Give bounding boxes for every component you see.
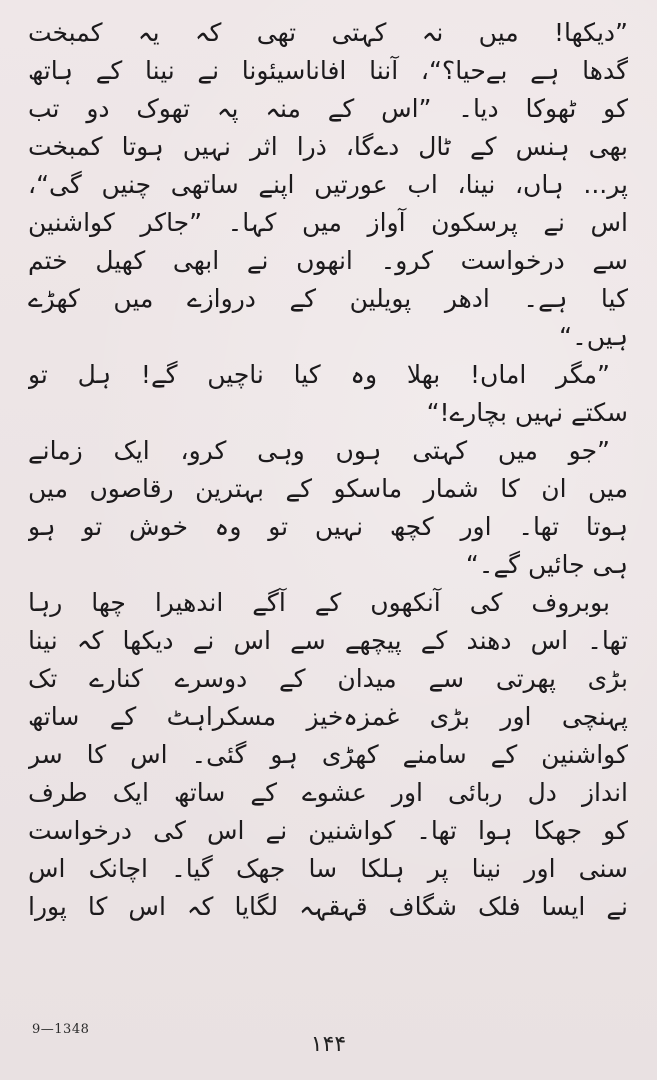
- text-line: پر... ہاں، نینا، اب عورتیں اپنے ساتھی چنیں گی“،: [28, 170, 628, 199]
- text-line: ”مگر اماں! بھلا وہ کیا ناچیں گے! ہل تو: [28, 360, 610, 389]
- text-line: کو جھکا ہوا تھا۔ کواشنین نے اس کی درخواست: [28, 816, 628, 845]
- text-line: کو ٹھوکا دیا۔ ”اس کے منہ پہ تھوک دو تب: [28, 94, 628, 123]
- text-line: کواشنین کے سامنے کھڑی ہو گئی۔ اس کا سر: [28, 740, 628, 769]
- body-text: [28, 14, 628, 926]
- text-line: انداز دل ربائی اور عشوے کے ساتھ ایک طرف: [28, 778, 628, 807]
- text-line: ”جو میں کہتی ہوں وہی کرو، ایک زمانے: [28, 436, 610, 465]
- text-line: سکتے نہیں بچارے!“: [426, 398, 628, 427]
- text-line: سے درخواست کرو۔ انھوں نے ابھی کھیل ختم: [28, 246, 628, 275]
- text-line: بڑی پھرتی سے میدان کے دوسرے کنارے تک: [28, 664, 628, 693]
- text-line: ہی جائیں گے۔“: [465, 550, 628, 579]
- text-line: گدھا ہے بےحیا؟“، آننا افاناسیئونا نے نینا کے ہاتھ: [28, 56, 628, 85]
- printer-signature-mark: 9—1348: [32, 1022, 90, 1037]
- text-line: ”دیکھا! میں نہ کہتی تھی کہ یہ کمبخت: [28, 18, 628, 47]
- text-line: پہنچی اور بڑی غمزہ‌خیز مسکراہٹ کے ساتھ: [28, 702, 628, 731]
- page-number: ۱۴۴: [310, 1032, 347, 1057]
- text-line: میں ان کا شمار ماسکو کے بہترین رقاصوں میں: [28, 474, 628, 503]
- text-line: بھی ہنس کے ٹال دےگا، ذرا اثر نہیں ہوتا کمبخت: [28, 132, 628, 161]
- text-line: ہیں۔“: [559, 322, 628, 351]
- text-line: کیا ہے۔ ادھر پویلین کے دروازے میں کھڑے: [28, 284, 628, 313]
- text-line: ہوتا تھا۔ اور کچھ نہیں تو وہ خوش تو ہو: [28, 512, 628, 541]
- text-line: اس نے پرسکون آواز میں کہا۔ ”جاکر کواشنین: [28, 208, 628, 237]
- text-line: بوبروف کی آنکھوں کے آگے اندھیرا چھا رہا: [28, 588, 610, 617]
- text-line: سنی اور نینا پر ہلکا سا جھک گیا۔ اچانک اس: [28, 854, 628, 883]
- text-line: تھا۔ اس دھند کے پیچھے سے اس نے دیکھا کہ نینا: [28, 626, 628, 655]
- text-line: نے ایسا فلک شگاف قہقہہ لگایا کہ اس کا پورا: [28, 892, 628, 921]
